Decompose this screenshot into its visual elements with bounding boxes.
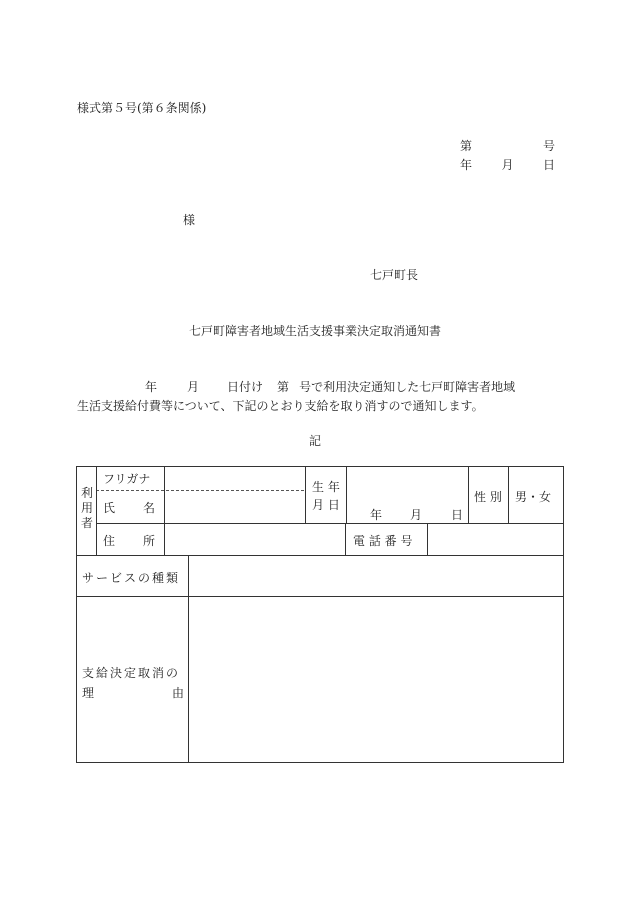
birth-label-line1: 生 年 (312, 480, 340, 494)
body-line-2: 生活支援給付費等について、下記のとおり支給を取り消すので通知します。 (77, 399, 484, 413)
user-info-table (76, 466, 564, 763)
phone-label-left-divider (345, 523, 346, 555)
user-vertical-label (80, 486, 94, 531)
table-border-bottom (76, 762, 564, 763)
table-border-left (76, 466, 77, 763)
row-divider-1 (96, 523, 564, 524)
label-column-divider (164, 466, 165, 555)
reason-label-first: 理 (82, 686, 95, 700)
furigana-divider (96, 490, 304, 491)
date-day: 日 (542, 158, 555, 172)
user-label-char-2: 用 (80, 501, 93, 515)
sender-name: 七戸町長 (370, 268, 419, 282)
form-number-label: 様式第５号(第６条関係) (77, 101, 207, 115)
birth-year: 年 (370, 508, 383, 522)
gender-label: 性 別 (474, 490, 502, 504)
addressee-suffix: 様 (183, 213, 196, 227)
document-number-line (460, 137, 555, 154)
date-year: 年 (460, 158, 473, 172)
gender-label-right-divider (508, 466, 509, 523)
table-border-right (563, 466, 564, 763)
table-border-top (76, 466, 564, 467)
number-prefix: 第 (460, 139, 473, 153)
body-line-1 (145, 378, 515, 395)
body-date-suffix: 日付け (227, 380, 264, 394)
gender-label-left-divider (468, 466, 469, 523)
row-divider-2 (76, 555, 564, 556)
reason-label-line1: 支給決定取消の (82, 666, 181, 680)
ki-heading: 記 (308, 434, 321, 448)
furigana-label: フリガナ (103, 472, 151, 486)
user-column-divider (96, 466, 97, 555)
birth-label-left-divider (305, 466, 306, 523)
birth-label-right-divider (346, 466, 347, 523)
gender-value: 男・女 (515, 490, 552, 504)
service-type-label: サービスの種類 (82, 571, 181, 585)
address-label-second: 所 (143, 534, 156, 548)
reason-label-second: 由 (172, 686, 185, 700)
phone-label: 電 話 番 号 (353, 534, 413, 548)
date-month: 月 (501, 158, 514, 172)
body-year: 年 (145, 380, 158, 394)
birth-month: 月 (410, 508, 423, 522)
body-number-prefix: 第 (277, 380, 290, 394)
body-line1-rest: 号で利用決定通知した七戸町障害者地域 (299, 380, 516, 394)
user-label-char-3: 者 (80, 516, 93, 530)
user-label-char-1: 利 (80, 486, 93, 500)
service-column-divider (188, 555, 189, 763)
document-title: 七戸町障害者地域生活支援事業決定取消通知書 (188, 324, 441, 338)
birth-day: 日 (451, 508, 464, 522)
number-suffix: 号 (542, 139, 555, 153)
document-date-line (460, 156, 555, 173)
address-label-first: 住 (103, 534, 116, 548)
name-label-second: 名 (143, 501, 156, 515)
body-month: 月 (187, 380, 200, 394)
row-divider-3 (76, 596, 564, 597)
birth-label-line2: 月 日 (312, 498, 340, 512)
phone-label-right-divider (427, 523, 428, 555)
name-label-first: 氏 (103, 501, 116, 515)
